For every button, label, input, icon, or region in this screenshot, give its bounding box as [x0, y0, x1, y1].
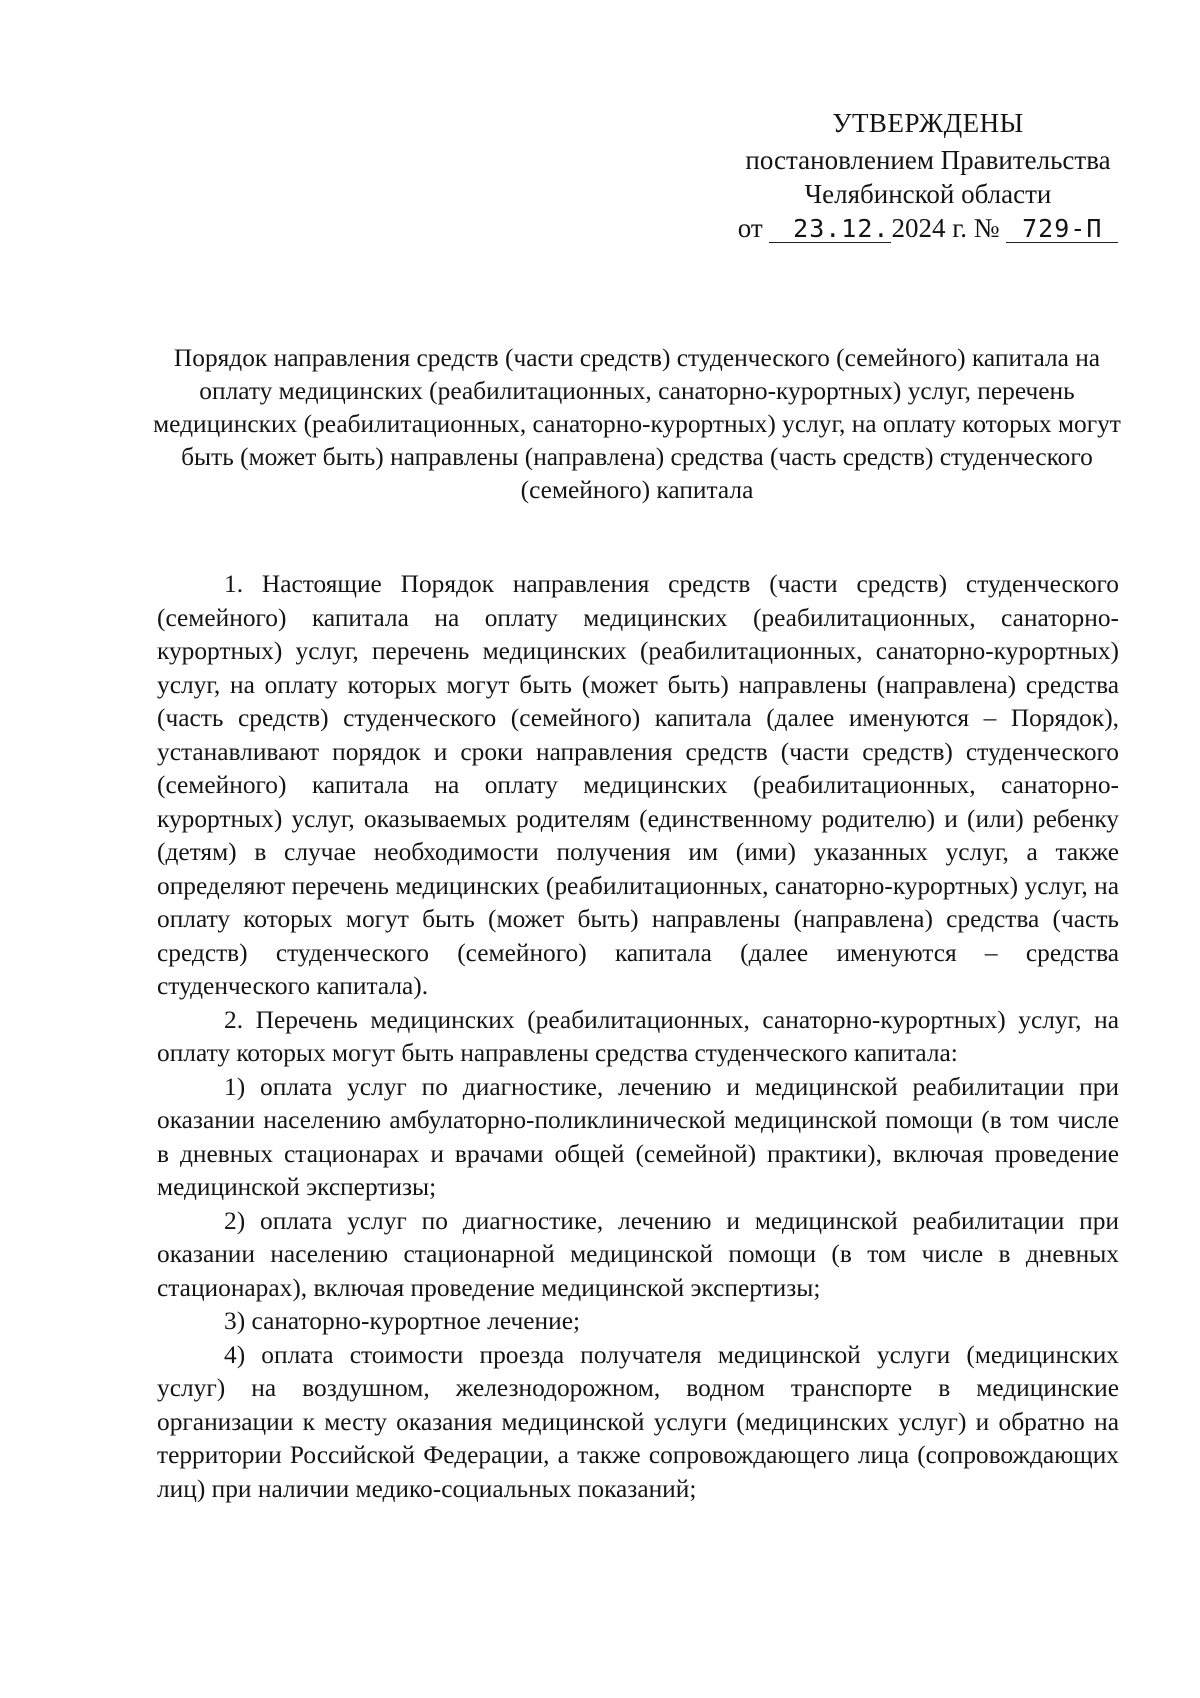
document-title: Порядок направления средств (части средств) студенческого (семейного) капитала на оплату медицинских (реабилитационных, санаторно-курортных) услуг, перечень медицинских (реабилитационных, санаторно-курортных) услуг, на оплату которых могут быть (может быть) направлены (направлена) средства (часть средств) студенческого (семейного) капитала [153, 344, 1121, 504]
date-prefix: от [737, 213, 763, 243]
paragraph-2: 2. Перечень медицинских (реабилитационных, санаторно-курортных) услуг, на оплату которых могут быть направлены средства студенческого капитала: [157, 1005, 1119, 1067]
document-number: 729-П [1022, 214, 1103, 243]
approval-heading: УТВЕРЖДЕНЫ [832, 108, 1024, 138]
approval-date-line [728, 211, 1128, 245]
approval-line-2: Челябинской области [804, 179, 1052, 209]
date-value: 23.12. [793, 214, 890, 243]
year-and-number-label: 2024 г. № [891, 213, 1000, 243]
document-body [157, 568, 1119, 1506]
list-item-1: 1) оплата услуг по диагностике, лечению и медицинской реабилитации при оказании населению амбулаторно-поликлинической медицинской помощи (в том числе в дневных стационарах и врачами общей (семейной) практики), включая проведение медицинской экспертизы; [157, 1072, 1119, 1201]
list-item-3: 3) санаторно-курортное лечение; [224, 1307, 581, 1335]
paragraph-1: 1. Настоящие Порядок направления средств (части средств) студенческого (семейного) капитала на оплату медицинских (реабилитационных, санаторно-курортных) услуг, перечень медицинских (реабилитационных, санаторно-курортных) услуг, на оплату которых могут быть (может быть) направлены (направлена) средства (часть средств) студенческого (семейного) капитала (далее именуются – Порядок), устанавливают порядок и сроки направления средств (части средств) студенческого (семейного) капитала на оплату медицинских (реабилитационных, санаторно-курортных) услуг, оказываемых родителям (единственному родителю) и (или) ребенку (детям) в случае необходимости получения им (ими) указанных услуг, а также определяют перечень медицинских (реабилитационных, санаторно-курортных) услуг, на оплату которых могут быть (может быть) направлены (направлена) средства (часть средств) студенческого (семейного) капитала (далее именуются – средства студенческого капитала). [157, 570, 1119, 1000]
date-field [769, 215, 891, 243]
number-field [1006, 215, 1118, 243]
list-item-4: 4) оплата стоимости проезда получателя медицинской услуги (медицинских услуг) на воздушном, железнодорожном, водном транспорте в медицинские организации к месту оказания медицинской услуги (медицинских услуг) и обратно на территории Российской Федерации, а также сопровождающего лица (сопровождающих лиц) при наличии медико-социальных показаний; [157, 1340, 1119, 1503]
list-item-2: 2) оплата услуг по диагностике, лечению и медицинской реабилитации при оказании населению стационарной медицинской помощи (в том числе в дневных стационарах), включая проведение медицинской экспертизы; [157, 1206, 1119, 1302]
approval-block [728, 106, 1128, 245]
approval-line-1: постановлением Правительства [745, 145, 1111, 175]
